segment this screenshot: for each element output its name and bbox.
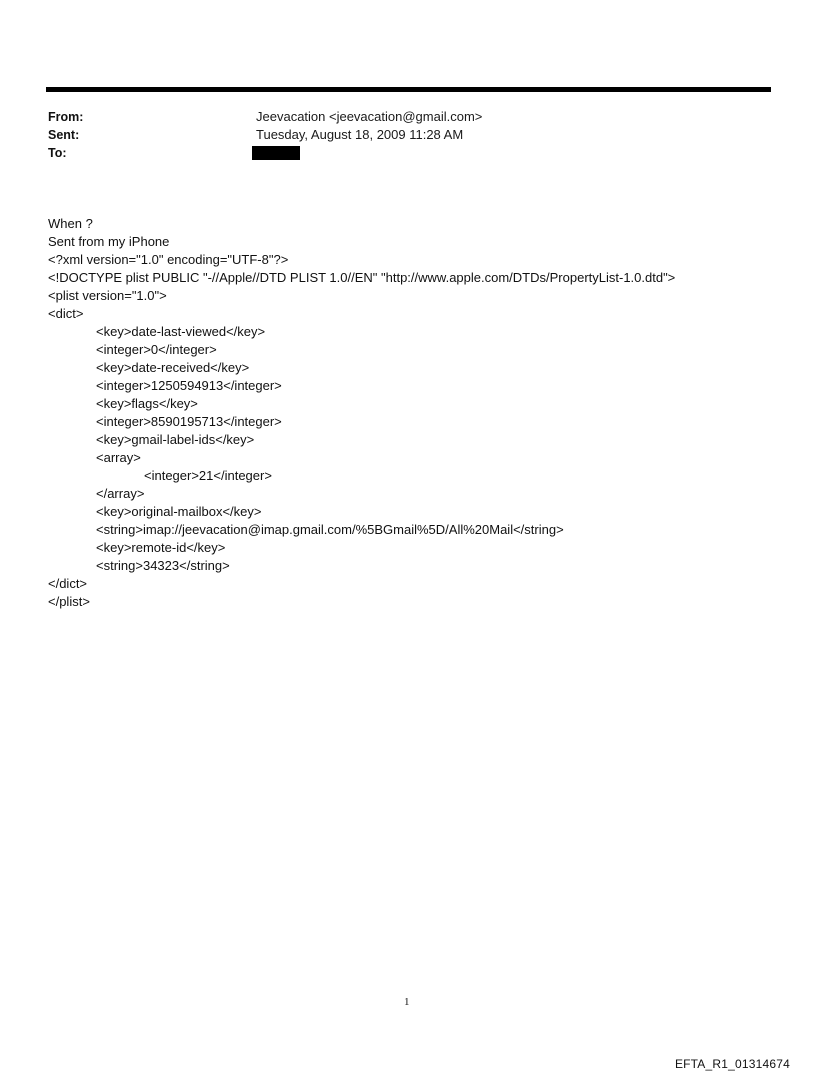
body-line: Sent from my iPhone — [48, 234, 170, 249]
body-line: <array> — [96, 450, 141, 465]
body-line: <integer>0</integer> — [96, 342, 217, 357]
body-line: </dict> — [48, 576, 88, 591]
body-line: <integer>21</integer> — [144, 468, 272, 483]
body-line: <integer>8590195713</integer> — [96, 414, 282, 429]
from-label: From: — [48, 110, 84, 124]
sent-value: Tuesday, August 18, 2009 11:28 AM — [256, 127, 464, 142]
body-line: <!DOCTYPE plist PUBLIC "-//Apple//DTD PLIST 1.0//EN" "http://www.apple.com/DTDs/PropertyList-1.0.dtd"> — [48, 270, 676, 285]
body-line: <?xml version="1.0" encoding="UTF-8"?> — [48, 252, 289, 267]
body-line: <key>original-mailbox</key> — [96, 504, 262, 519]
body-line: <string>imap://jeevacation@imap.gmail.com/%5BGmail%5D/All%20Mail</string> — [96, 522, 564, 537]
body-line: <key>remote-id</key> — [96, 540, 226, 555]
header-rule — [46, 87, 771, 92]
to-label: To: — [48, 146, 67, 160]
body-line: <key>gmail-label-ids</key> — [96, 432, 255, 447]
body-line: <integer>1250594913</integer> — [96, 378, 282, 393]
bates-number: EFTA_R1_01314674 — [674, 1057, 790, 1071]
body-line: When ? — [48, 216, 93, 231]
from-value: Jeevacation <jeevacation@gmail.com> — [256, 109, 483, 124]
body-line: </plist> — [48, 594, 90, 609]
sent-label: Sent: — [48, 128, 80, 142]
page-number: 1 — [404, 996, 410, 1008]
body-line: <key>date-last-viewed</key> — [96, 324, 266, 339]
to-redaction — [252, 146, 300, 160]
body-line: <string>34323</string> — [96, 558, 230, 573]
body-line: <dict> — [48, 306, 84, 321]
body-line: <plist version="1.0"> — [48, 288, 167, 303]
body-line: <key>date-received</key> — [96, 360, 250, 375]
body-line: </array> — [96, 486, 145, 501]
body-line: <key>flags</key> — [96, 396, 198, 411]
